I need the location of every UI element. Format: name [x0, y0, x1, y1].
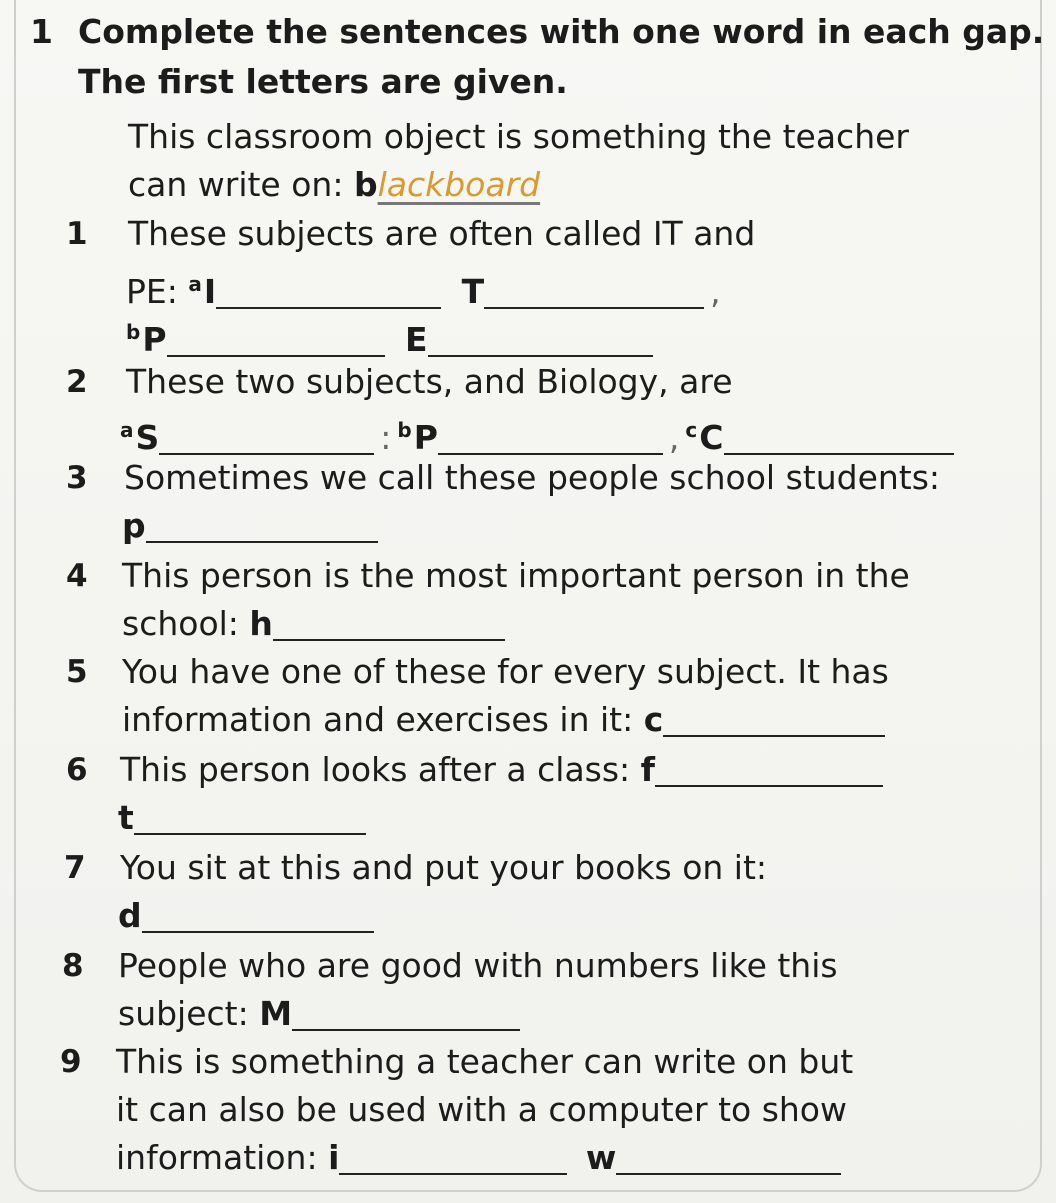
- instruction-line-2: The first letters are given.: [78, 62, 568, 101]
- answer-gap-2c[interactable]: [724, 423, 954, 455]
- answer-gap-9b[interactable]: [616, 1143, 841, 1175]
- item-5-line-2: information and exercises in it: c: [122, 700, 885, 740]
- item-2-line-1: These two subjects, and Biology, are: [126, 362, 733, 401]
- answer-gap-7[interactable]: [142, 901, 374, 933]
- answer-gap-2b[interactable]: [438, 423, 663, 455]
- item-1-line-1: These subjects are often called IT and: [128, 214, 756, 253]
- item-9-line-3: information: i w: [116, 1138, 841, 1178]
- item-2-line-2: $^a$S : $^b$P , $^c$C: [120, 410, 954, 458]
- item-4-line-2: school: h: [122, 604, 505, 644]
- answer-gap-9a[interactable]: [339, 1143, 567, 1175]
- exercise-number: 1: [30, 12, 53, 51]
- item-1-line-3: $^b$P E: [126, 312, 653, 360]
- item-3-line-2: p: [122, 506, 378, 546]
- item-5-line-1: You have one of these for every subject. It has: [122, 652, 889, 691]
- answer-gap-4[interactable]: [273, 609, 505, 641]
- answer-gap-1b[interactable]: [167, 325, 385, 357]
- item-9-line-2: it can also be used with a computer to show: [116, 1090, 847, 1129]
- item-9-line-1: This is something a teacher can write on but: [116, 1042, 854, 1081]
- item-8-line-1: People who are good with numbers like this: [118, 946, 838, 985]
- example-given-letter: b: [353, 165, 378, 204]
- item-number-3: 3: [66, 460, 88, 496]
- item-8-line-2: subject: M: [118, 994, 520, 1034]
- item-number-9: 9: [60, 1044, 82, 1080]
- item-1-line-2: PE: $^a$I T ,: [126, 272, 721, 311]
- answer-gap-2a[interactable]: [159, 423, 374, 455]
- instruction-line-1: Complete the sentences with one word in each gap.: [78, 12, 1045, 51]
- answer-gap-6a[interactable]: [655, 755, 883, 787]
- item-4-line-1: This person is the most important person in the: [122, 556, 910, 595]
- item-number-5: 5: [66, 654, 88, 690]
- answer-gap-1b-2[interactable]: [428, 325, 653, 357]
- item-number-1: 1: [66, 216, 88, 252]
- answer-gap-5[interactable]: [663, 705, 885, 737]
- item-number-2: 2: [66, 364, 88, 400]
- answer-gap-1a[interactable]: [216, 277, 441, 309]
- example-answer: lackboard: [377, 165, 541, 204]
- answer-gap-1a-2[interactable]: [484, 277, 704, 309]
- answer-gap-6b[interactable]: [134, 803, 366, 835]
- answer-gap-8[interactable]: [292, 999, 520, 1031]
- item-3-line-1: Sometimes we call these people school students:: [124, 458, 941, 497]
- item-number-4: 4: [66, 558, 88, 594]
- answer-gap-3[interactable]: [146, 511, 378, 543]
- item-6-line-2: t: [118, 798, 366, 838]
- item-7-line-2: d: [118, 896, 374, 936]
- item-6-line-1: This person looks after a class: f: [120, 750, 883, 790]
- item-number-6: 6: [66, 752, 88, 788]
- example-line-2: can write on: blackboard: [128, 165, 541, 204]
- example-line-1: This classroom object is something the teacher: [128, 117, 909, 156]
- item-number-8: 8: [62, 948, 84, 984]
- item-number-7: 7: [64, 850, 86, 886]
- item-7-line-1: You sit at this and put your books on it:: [120, 848, 768, 887]
